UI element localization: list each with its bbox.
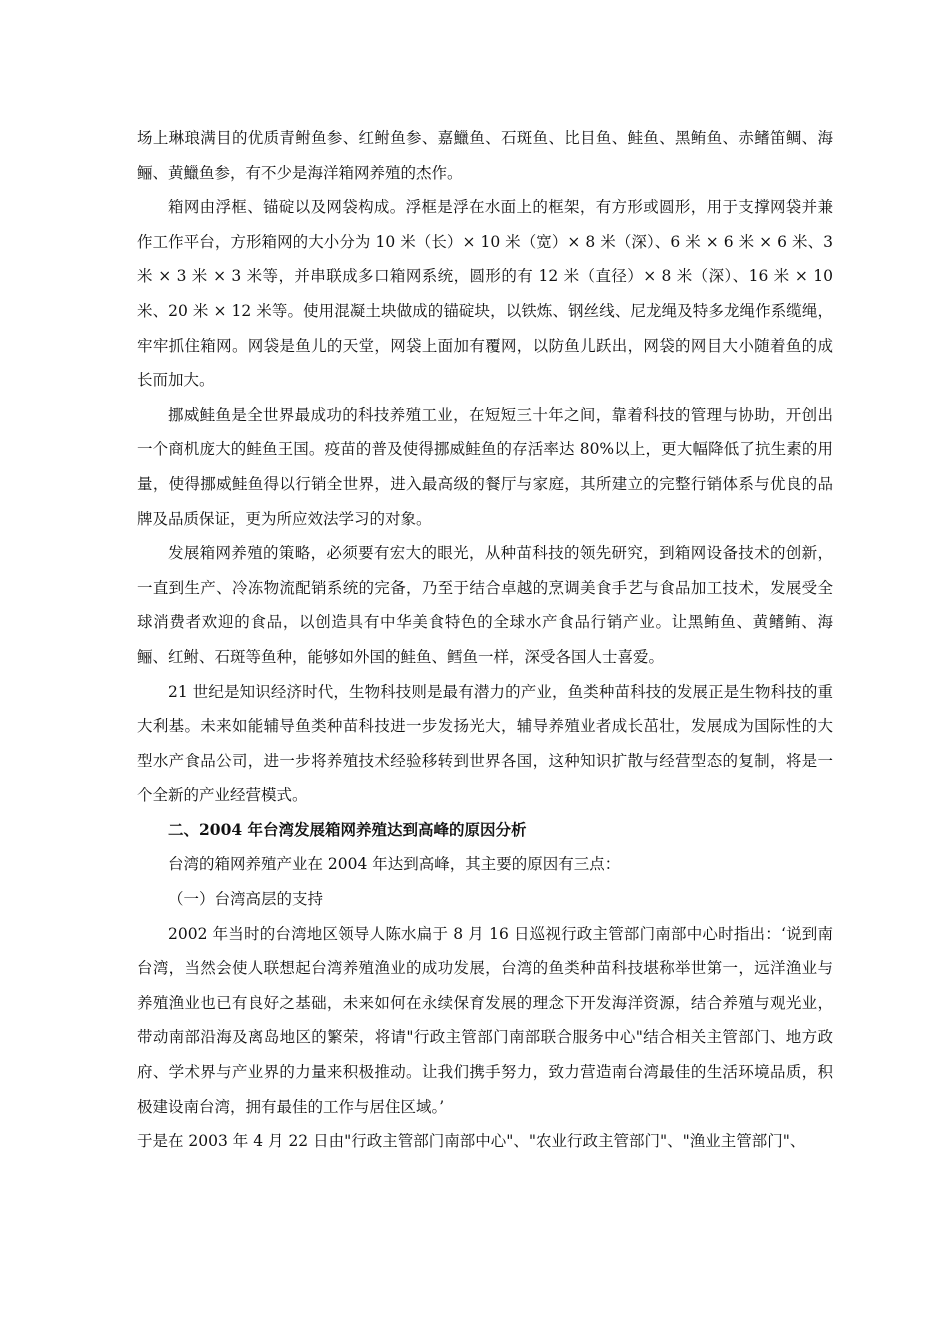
paragraph-fish-species: 场上琳琅满目的优质青鲋鱼参、红鲋鱼参、嘉鱲鱼、石斑鱼、比目鱼、鲑鱼、黑鲔鱼、赤鳍笛鲷、海鲡、黄鱲鱼参，有不少是海洋箱网养殖的杰作。: [137, 129, 833, 182]
paragraph-cage-structure: 箱网由浮框、锚碇以及网袋构成。浮框是浮在水面上的框架，有方形或圆形，用于支撑网袋并兼作工作平台，方形箱网的大小分为 10 米（长）× 10 米（宽）× 8 米（深）、6 米 × 6 米 × 6 米、3 米 × 3 米 × 3 米等，并串联成多口箱网系统，圆形的有 12 米（直径）× 8 米（深）、16 米 × 10 米、20 米 × 12 米等。使用混凝土块做成的锚碇块，以铁炼、钢丝线、尼龙绳及特多龙绳作系缆绳，牢牢抓住箱网。网袋是鱼儿的天堂，网袋上面加有覆网，以防鱼儿跃出，网袋的网目大小随着鱼的成长而加大。: [137, 198, 833, 390]
paragraph-three-reasons: 台湾的箱网养殖产业在 2004 年达到高峰，其主要的原因有三点：: [168, 855, 621, 874]
paragraph-norway-salmon: 挪威鲑鱼是全世界最成功的科技养殖工业，在短短三十年之间，靠着科技的管理与协助，开创出一个商机庞大的鲑鱼王国。疫苗的普及使得挪威鲑鱼的存活率达 80%以上，更大幅降低了抗生素的用量，使得挪威鲑鱼得以行销全世界，进入最高级的餐厅与家庭，其所建立的完整行销体系与优良的品牌及品质保证，更为所应效法学习的对象。: [137, 405, 833, 528]
subsection-heading: （一）台湾高层的支持: [168, 890, 324, 909]
paragraph-strategy: 发展箱网养殖的策略，必须要有宏大的眼光，从种苗科技的领先研究，到箱网设备技术的创新，一直到生产、冷冻物流配销系统的完备，乃至于结合卓越的烹调美食手艺与食品加工技术，发展受全球消费者欢迎的食品，以创造具有中华美食特色的全球水产食品行销产业。让黑鲔鱼、黄鳍鲔、海鲡、红鲋、石斑等鱼种，能够如外国的鲑鱼、鳕鱼一样，深受各国人士喜爱。: [137, 544, 833, 666]
paragraph-knowledge-economy: 21 世纪是知识经济时代，生物科技则是最有潜力的产业，鱼类种苗科技的发展正是生物科技的重大利基。未来如能辅导鱼类种苗科技进一步发扬光大，辅导养殖业者成长茁壮，发展成为国际性的大型水产食品公司，进一步将养殖技术经验移转到世界各国，这种知识扩散与经营型态的复制，将是一个全新的产业经营模式。: [137, 682, 833, 805]
paragraph-2003-start: 于是在 2003 年 4 月 22 日由"行政主管部门南部中心"、"农业行政主管部门"、"渔业主管部门"、: [137, 1132, 806, 1151]
section-heading: 二、2004 年台湾发展箱网养殖达到高峰的原因分析: [168, 819, 527, 839]
paragraph-leader-quote: 2002 年当时的台湾地区领导人陈水扁于 8 月 16 日巡视行政主管部门南部中心时指出：‘说到南台湾，当然会使人联想起台湾养殖渔业的成功发展，台湾的鱼类种苗科技堪称举世第一，远洋渔业与养殖渔业也已有良好之基础，未来如何在永续保育发展的理念下开发海洋资源，结合养殖与观光业，带动南部沿海及离岛地区的繁荣，将请"行政主管部门南部联合服务中心"结合相关主管部门、地方政府、学术界与产业界的力量来积极推动。让我们携手努力，致力营造南台湾最佳的生活环境品质，积极建设南台湾，拥有最佳的工作与居住区域。’: [137, 924, 833, 1116]
document-body: [137, 121, 833, 1159]
